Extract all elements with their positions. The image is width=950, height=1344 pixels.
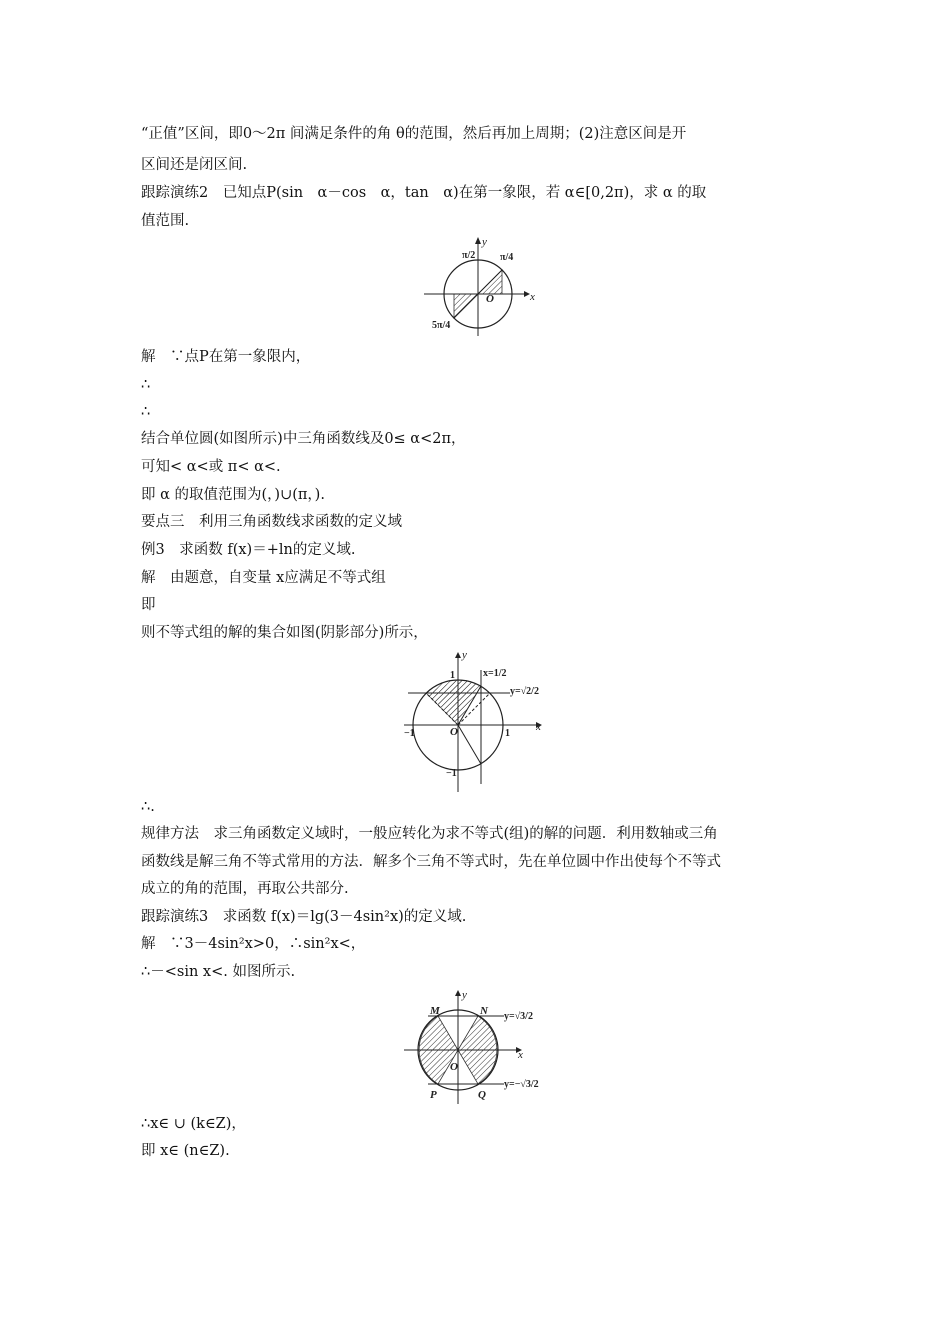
text-line: 例3 求函数 f(x)＝+ln的定义域. bbox=[141, 542, 356, 558]
text-line: 函数线是解三角不等式常用的方法．解多个三角不等式时，先在单位圆中作出使每个不等式 bbox=[141, 854, 721, 870]
unit-circle-diagram-3 bbox=[400, 986, 548, 1108]
5pi-over-4-label: 5π/4 bbox=[432, 320, 451, 331]
unit-circle-diagram-1 bbox=[420, 232, 540, 340]
text-line: 值范围. bbox=[141, 213, 190, 229]
y-root2-label: y=√2/2 bbox=[510, 686, 539, 697]
text-line: ∴ bbox=[141, 377, 151, 393]
text-line: “正值”区间，即0～2π 间满足条件的角 θ的范围，然后再加上周期；(2)注意区间是开 bbox=[141, 126, 687, 142]
point-M-label: M bbox=[430, 1005, 440, 1017]
text-line: 解 ∵3－4sin²x>0，∴sin²x<， bbox=[141, 936, 366, 952]
origin-label: O bbox=[450, 726, 458, 738]
text-line: ∴. bbox=[141, 799, 155, 815]
unit-circle-diagram-2 bbox=[398, 648, 550, 796]
y-axis-label: y bbox=[482, 236, 487, 248]
tick-label: −1 bbox=[404, 728, 415, 739]
figure-unit-circle-3 bbox=[400, 986, 548, 1108]
x-half-label: x=1/2 bbox=[483, 668, 507, 679]
text-line: 即 x∈ (n∈Z). bbox=[141, 1143, 230, 1159]
figure-unit-circle-1 bbox=[420, 232, 540, 340]
text-line: 跟踪演练2 已知点P(sin α－cos α，tan α)在第一象限，若 α∈[0,2π)，求 α 的取 bbox=[141, 185, 707, 201]
origin-label: O bbox=[450, 1061, 458, 1073]
text-line: 解 由题意，自变量 x应满足不等式组 bbox=[141, 570, 386, 586]
text-line: 结合单位圆(如图所示)中三角函数线及0≤ α<2π， bbox=[141, 431, 466, 447]
text-line: ∴ bbox=[141, 404, 151, 420]
pi-over-2-label: π/2 bbox=[462, 250, 476, 261]
tick-label: 1 bbox=[450, 670, 455, 681]
point-N-label: N bbox=[480, 1005, 488, 1017]
x-axis-label: x bbox=[530, 291, 535, 303]
y-axis-label: y bbox=[462, 989, 467, 1001]
y-axis-label: y bbox=[462, 649, 467, 661]
tick-label: 1 bbox=[505, 728, 510, 739]
y-neg-label: y=−√3/2 bbox=[504, 1079, 539, 1090]
tick-label: −1 bbox=[446, 768, 457, 779]
section-heading: 要点三 利用三角函数线求函数的定义域 bbox=[141, 514, 402, 530]
text-line: 成立的角的范围，再取公共部分. bbox=[141, 881, 349, 897]
y-pos-label: y=√3/2 bbox=[504, 1011, 533, 1022]
point-P-label: P bbox=[430, 1089, 437, 1101]
text-line: 可知< α<或 π< α<. bbox=[141, 459, 281, 475]
point-Q-label: Q bbox=[478, 1089, 486, 1101]
figure-unit-circle-2 bbox=[398, 648, 550, 796]
text-line: 解 ∵点P在第一象限内， bbox=[141, 349, 311, 365]
origin-label: O bbox=[486, 293, 494, 305]
text-line: ∴x∈ ∪ (k∈Z)， bbox=[141, 1116, 246, 1132]
text-line: ∴－<sin x<. 如图所示. bbox=[141, 964, 296, 980]
text-line: 则不等式组的解的集合如图(阴影部分)所示， bbox=[141, 625, 428, 641]
text-line: 跟踪演练3 求函数 f(x)＝lg(3－4sin²x)的定义域. bbox=[141, 909, 467, 925]
text-line: 规律方法 求三角函数定义域时，一般应转化为求不等式(组)的解的问题．利用数轴或三角 bbox=[141, 826, 718, 842]
text-line: 即 bbox=[141, 597, 156, 613]
text-line: 区间还是闭区间. bbox=[141, 157, 248, 173]
x-axis-label: x bbox=[536, 721, 541, 733]
text-line: 即 α 的取值范围为(，)∪(π，). bbox=[141, 487, 325, 503]
x-axis-label: x bbox=[518, 1049, 523, 1061]
pi-over-4-label: π/4 bbox=[500, 252, 514, 263]
